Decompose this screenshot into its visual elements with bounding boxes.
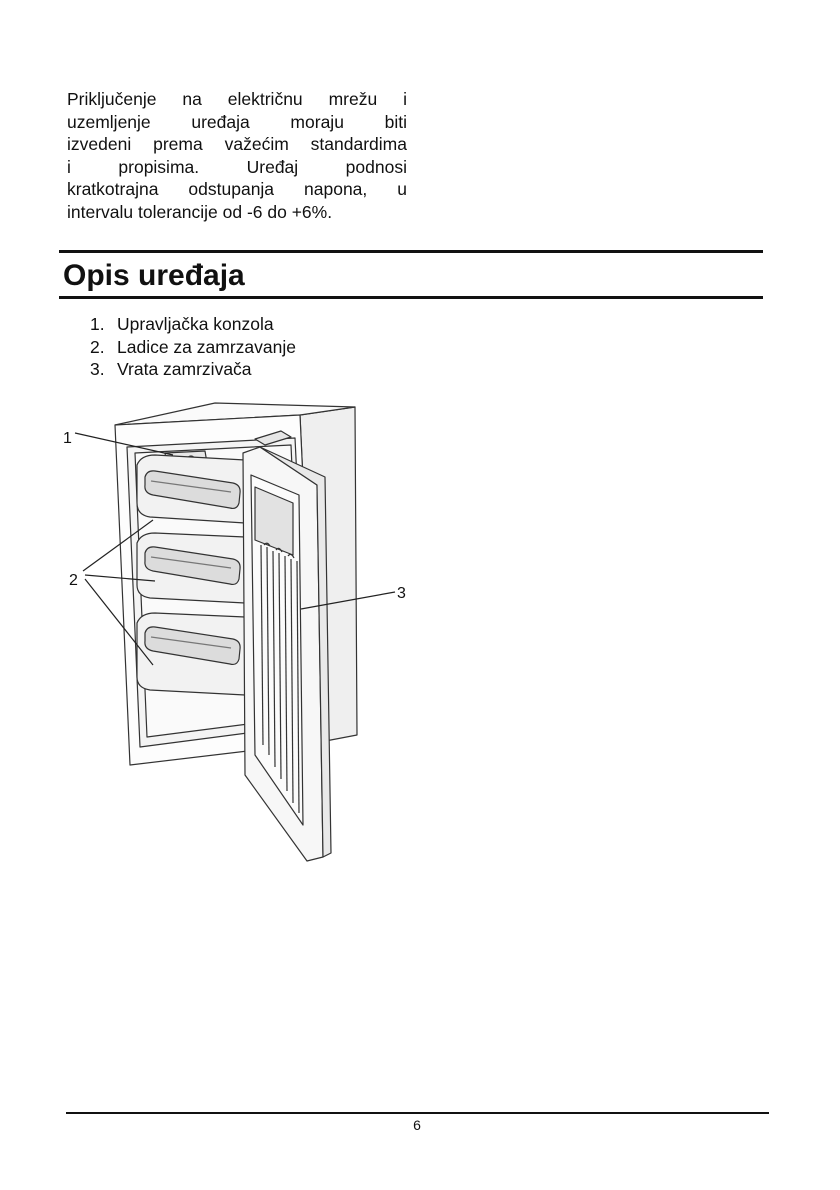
intro-line: Priključenje na električnu mrežu i — [67, 89, 407, 109]
list-item — [90, 358, 296, 381]
page-number: 6 — [413, 1117, 421, 1133]
freezer-illustration — [55, 395, 415, 870]
callout-3: 3 — [397, 585, 406, 602]
intro-line: i propisima. Uređaj podnosi — [67, 156, 407, 177]
list-item-label: Ladice za zamrzavanje — [117, 336, 296, 357]
list-item-label: Vrata zamrzivača — [117, 359, 252, 379]
list-item-label: Upravljačka konzola — [117, 314, 274, 334]
intro-line: intervalu tolerancije od -6 do +6%. — [67, 201, 333, 222]
callout-1: 1 — [63, 430, 72, 447]
list-item-number: 3. — [90, 359, 105, 379]
heading-bottom-rule — [59, 296, 763, 299]
list-item — [90, 336, 296, 359]
list-item-number: 2. — [90, 336, 105, 357]
intro-paragraph — [67, 88, 407, 224]
intro-line: izvedeni prema važećim standardima — [67, 134, 407, 155]
heading-top-rule — [59, 250, 763, 253]
list-item-number: 1. — [90, 314, 105, 334]
footer-rule — [66, 1112, 769, 1114]
section-heading: Opis uređaja — [63, 259, 245, 292]
callout-2: 2 — [69, 572, 78, 589]
list-item — [90, 313, 296, 336]
parts-list — [90, 313, 296, 381]
intro-line: uzemljenje uređaja moraju biti — [67, 111, 407, 132]
intro-line: kratkotrajna odstupanja napona, u — [67, 179, 407, 200]
